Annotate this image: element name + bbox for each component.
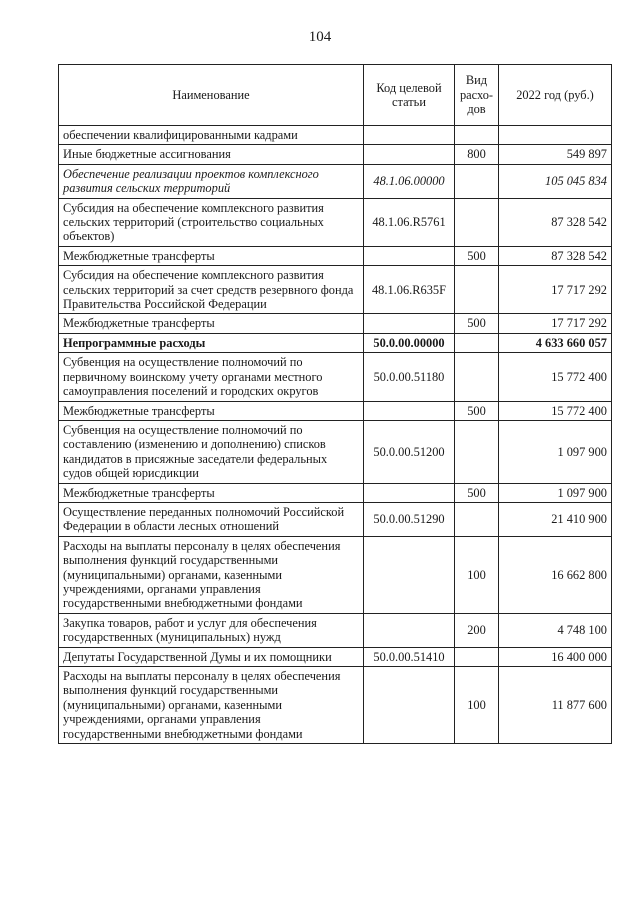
row-type-cell: 200 xyxy=(455,613,499,647)
budget-table xyxy=(58,64,612,744)
header-code: Код целевой статьи xyxy=(364,65,455,126)
row-amount-cell: 105 045 834 xyxy=(499,164,612,198)
row-name-cell: Субвенция на осуществление полномочий по составлению (изменению и дополнению) списков кандидатов в присяжные заседатели федеральных судов общей юрисдикции xyxy=(59,420,364,483)
table-row xyxy=(59,145,612,164)
table-row xyxy=(59,647,612,666)
row-type-cell xyxy=(455,198,499,246)
page-number: 104 xyxy=(308,29,332,45)
row-type-cell xyxy=(455,502,499,536)
table-row xyxy=(59,353,612,401)
row-type-cell: 500 xyxy=(455,246,499,265)
row-amount-cell: 15 772 400 xyxy=(499,353,612,401)
table-header xyxy=(59,65,612,126)
row-amount-cell: 15 772 400 xyxy=(499,401,612,420)
row-type-cell: 100 xyxy=(455,667,499,744)
row-amount-cell: 4 748 100 xyxy=(499,613,612,647)
row-name-cell: Осуществление переданных полномочий Российской Федерации в области лесных отношений xyxy=(59,502,364,536)
row-amount-cell: 4 633 660 057 xyxy=(499,333,612,352)
row-name-cell: Расходы на выплаты персоналу в целях обеспечения выполнения функций государственными (муниципальными) органами, казенными учреждениями, органами управления государственными внебюджетными фондами xyxy=(59,536,364,613)
row-type-cell xyxy=(455,333,499,352)
row-code-cell: 48.1.06.00000 xyxy=(364,164,455,198)
table-row xyxy=(59,246,612,265)
row-code-cell xyxy=(364,613,455,647)
header-name: Наименование xyxy=(59,65,364,126)
table-row xyxy=(59,314,612,333)
row-type-cell: 500 xyxy=(455,483,499,502)
row-code-cell xyxy=(364,246,455,265)
row-type-cell: 500 xyxy=(455,401,499,420)
table-row xyxy=(59,164,612,198)
row-code-cell: 50.0.00.51290 xyxy=(364,502,455,536)
table-row xyxy=(59,613,612,647)
table-row xyxy=(59,667,612,744)
row-name-cell: Депутаты Государственной Думы и их помощники xyxy=(59,647,364,666)
row-name-cell: Иные бюджетные ассигнования xyxy=(59,145,364,164)
row-amount-cell xyxy=(499,126,612,145)
row-amount-cell: 16 400 000 xyxy=(499,647,612,666)
row-code-cell: 50.0.00.51410 xyxy=(364,647,455,666)
row-code-cell xyxy=(364,667,455,744)
row-code-cell: 50.0.00.51200 xyxy=(364,420,455,483)
row-code-cell xyxy=(364,145,455,164)
row-type-cell xyxy=(455,353,499,401)
row-amount-cell: 1 097 900 xyxy=(499,420,612,483)
row-type-cell xyxy=(455,164,499,198)
row-code-cell: 48.1.06.R5761 xyxy=(364,198,455,246)
table-body xyxy=(59,126,612,744)
row-name-cell: Субвенция на осуществление полномочий по первичному воинскому учету органами местного самоуправления поселений и городских округов xyxy=(59,353,364,401)
table-row xyxy=(59,333,612,352)
row-amount-cell: 21 410 900 xyxy=(499,502,612,536)
table-row xyxy=(59,483,612,502)
row-type-cell xyxy=(455,266,499,314)
table-row xyxy=(59,198,612,246)
row-name-cell: обеспечении квалифицированными кадрами xyxy=(59,126,364,145)
header-amount: 2022 год (руб.) xyxy=(499,65,612,126)
row-name-cell: Субсидия на обеспечение комплексного развития сельских территорий за счет средств резервного фонда Правительства Российской Федерации xyxy=(59,266,364,314)
row-type-cell xyxy=(455,126,499,145)
row-name-cell: Межбюджетные трансферты xyxy=(59,483,364,502)
row-name-cell: Межбюджетные трансферты xyxy=(59,314,364,333)
row-code-cell: 50.0.00.51180 xyxy=(364,353,455,401)
row-code-cell: 50.0.00.00000 xyxy=(364,333,455,352)
row-amount-cell: 1 097 900 xyxy=(499,483,612,502)
row-type-cell xyxy=(455,647,499,666)
row-code-cell xyxy=(364,483,455,502)
row-code-cell: 48.1.06.R635F xyxy=(364,266,455,314)
row-type-cell: 100 xyxy=(455,536,499,613)
row-amount-cell: 549 897 xyxy=(499,145,612,164)
row-name-cell: Непрограммные расходы xyxy=(59,333,364,352)
table-row xyxy=(59,420,612,483)
row-type-cell xyxy=(455,420,499,483)
row-amount-cell: 17 717 292 xyxy=(499,314,612,333)
row-name-cell: Обеспечение реализации проектов комплексного развития сельских территорий xyxy=(59,164,364,198)
table-row xyxy=(59,401,612,420)
row-name-cell: Межбюджетные трансферты xyxy=(59,246,364,265)
table-row xyxy=(59,126,612,145)
row-code-cell xyxy=(364,536,455,613)
row-code-cell xyxy=(364,314,455,333)
row-type-cell: 800 xyxy=(455,145,499,164)
row-name-cell: Закупка товаров, работ и услуг для обеспечения государственных (муниципальных) нужд xyxy=(59,613,364,647)
header-type: Вид расхо-дов xyxy=(455,65,499,126)
table-row xyxy=(59,536,612,613)
row-amount-cell: 11 877 600 xyxy=(499,667,612,744)
row-name-cell: Расходы на выплаты персоналу в целях обеспечения выполнения функций государственными (муниципальными) органами, казенными учреждениями, органами управления государственными внебюджетными фондами xyxy=(59,667,364,744)
row-amount-cell: 87 328 542 xyxy=(499,246,612,265)
row-amount-cell: 87 328 542 xyxy=(499,198,612,246)
row-name-cell: Межбюджетные трансферты xyxy=(59,401,364,420)
table-row xyxy=(59,502,612,536)
row-code-cell xyxy=(364,126,455,145)
row-name-cell: Субсидия на обеспечение комплексного развития сельских территорий (строительство социальных объектов) xyxy=(59,198,364,246)
row-code-cell xyxy=(364,401,455,420)
table-row xyxy=(59,266,612,314)
row-type-cell: 500 xyxy=(455,314,499,333)
row-amount-cell: 17 717 292 xyxy=(499,266,612,314)
row-amount-cell: 16 662 800 xyxy=(499,536,612,613)
